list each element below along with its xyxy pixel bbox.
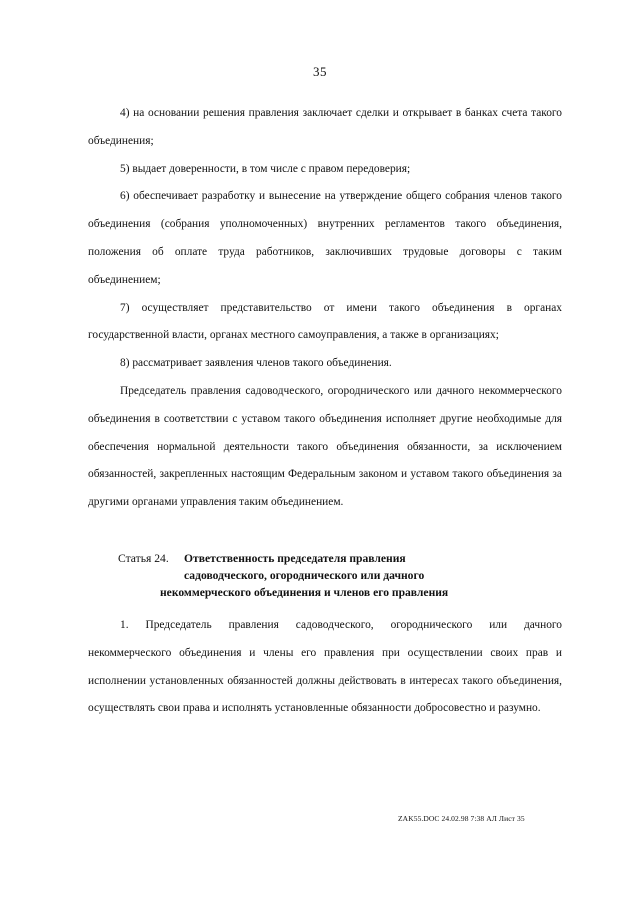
list-item-5: 5) выдает доверенности, в том числе с правом передоверия;	[120, 162, 411, 175]
article-title-line-3: некоммерческого объединения и членов его правления	[160, 586, 449, 599]
article-24-body	[88, 612, 562, 723]
article-title-line-1: Ответственность председателя правления	[184, 552, 406, 565]
chairman-duties-paragraph: Председатель правления садоводческого, огороднического или дачного некоммерческого объединения в соответствии с уставом такого объединения исполняет другие необходимые для обеспечения нормальной деятельности такого объединения обязанности, за исключением обязанностей, закрепленных настоящим Федеральным законом и уставом такого объединения за другими органами управления таким объединением.	[88, 384, 562, 509]
article-label: Статья 24.	[118, 552, 169, 565]
list-item-8: 8) рассматривает заявления членов такого объединения.	[120, 357, 392, 370]
page-number: 35	[313, 64, 327, 79]
list-item-6: 6) обеспечивает разработку и вынесение на утверждение общего собрания членов такого объединения (собрания уполномоченных) внутренних регламентов такого объединения, положения об оплате труда работников, заключивших трудовые договоры с таким объединением;	[88, 190, 562, 286]
list-item-4: 4) на основании решения правления заключает сделки и открывает в банках счета такого объединения;	[88, 107, 562, 147]
document-footer: ZAK55.DOC 24.02.98 7:38 АЛ Лист 35	[398, 814, 525, 823]
article-23-continuation	[88, 100, 562, 517]
list-item-7: 7) осуществляет представительство от имени такого объединения в органах государственной власти, органах местного самоуправления, а также в организациях;	[88, 301, 562, 342]
article-title-line-2: садоводческого, огороднического или дачного	[184, 569, 425, 582]
article-24-heading	[118, 550, 568, 601]
article-24-paragraph-1: 1. Председатель правления садоводческого, огороднического или дачного некоммерческого объединения и члены его правления при осуществлении своих прав и исполнении установленных обязанностей должны действовать в интересах такого объединения, осуществлять свои права и исполнять установленные обязанности добросовестно и разумно.	[88, 619, 562, 715]
